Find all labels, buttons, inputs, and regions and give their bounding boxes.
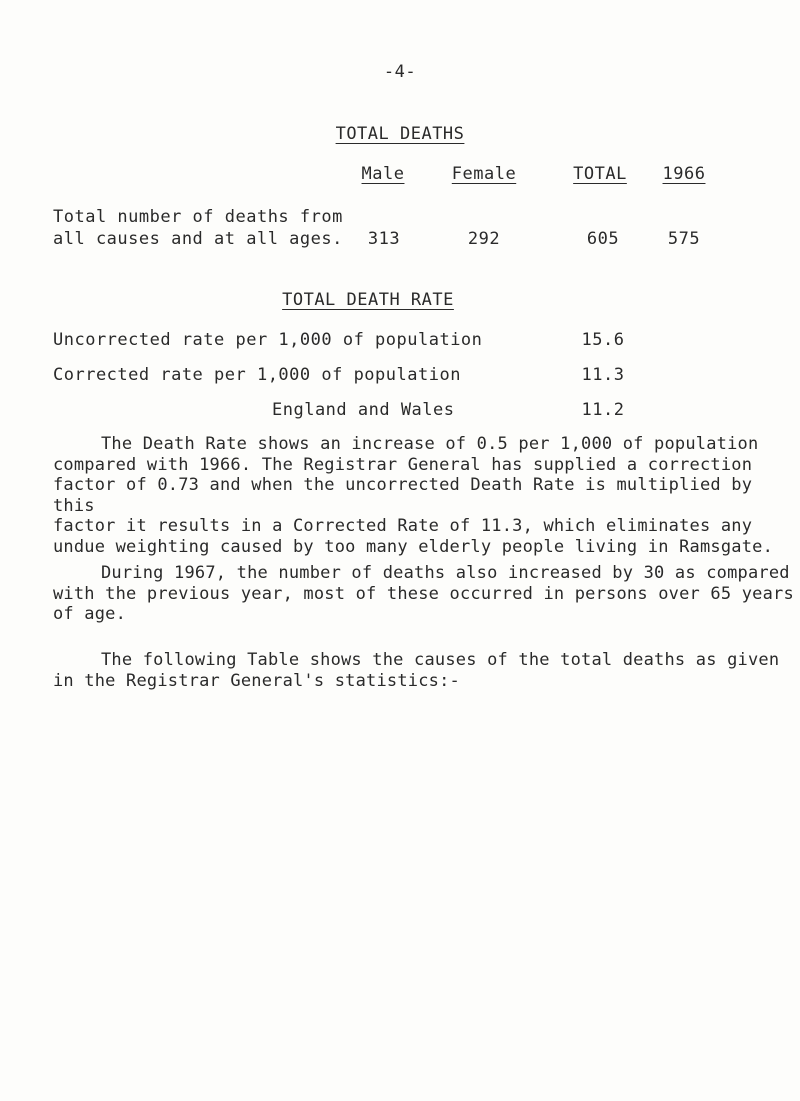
column-header-1966: 1966: [662, 164, 706, 184]
paragraph-line: with the previous year, most of these occurred in persons over 65 years: [53, 583, 794, 604]
rate-value-corrected: 11.3: [581, 365, 625, 385]
paragraph-following-table: [53, 650, 779, 691]
deaths-value-male: 313: [367, 229, 401, 249]
rate-value-england-wales: 11.2: [581, 400, 625, 420]
column-header-female: Female: [451, 164, 517, 184]
paragraph-line: factor it results in a Corrected Rate of 11.3, which eliminates any: [53, 516, 753, 536]
rate-label-england-wales: England and Wales: [272, 400, 455, 420]
deaths-heading: TOTAL DEATHS: [335, 124, 465, 144]
paragraph-line: undue weighting caused by too many elderly people living in Ramsgate.: [53, 536, 774, 557]
paragraph-line: in the Registrar General's statistics:-: [53, 670, 460, 691]
deaths-row-label-line2: all causes and at all ages.: [53, 229, 343, 249]
deaths-value-1966: 575: [667, 229, 701, 249]
rate-value-uncorrected: 15.6: [581, 330, 625, 350]
paragraph-death-rate: [53, 434, 800, 557]
page-number: -4-: [383, 62, 417, 82]
paragraph-deaths-increase: [53, 563, 794, 625]
paragraph-line: of age.: [53, 604, 127, 624]
column-header-total: TOTAL: [573, 164, 627, 184]
paragraph-line: factor of 0.73 and when the uncorrected Death Rate is multiplied by this: [53, 475, 753, 516]
paragraph-line: The Death Rate shows an increase of 0.5 per 1,000 of population: [101, 434, 759, 454]
rate-label-uncorrected: Uncorrected rate per 1,000 of population: [53, 330, 483, 350]
paragraph-line: During 1967, the number of deaths also increased by 30 as compared: [101, 563, 790, 583]
rate-label-corrected: Corrected rate per 1,000 of population: [53, 365, 461, 385]
rate-heading: TOTAL DEATH RATE: [282, 290, 454, 310]
paragraph-line: compared with 1966. The Registrar General has supplied a correction: [53, 454, 753, 475]
paragraph-line: The following Table shows the causes of the total deaths as given: [101, 650, 780, 670]
deaths-value-female: 292: [467, 229, 501, 249]
deaths-value-total: 605: [586, 229, 620, 249]
deaths-row-label-line1: Total number of deaths from: [53, 207, 343, 227]
column-header-male: Male: [361, 164, 405, 184]
